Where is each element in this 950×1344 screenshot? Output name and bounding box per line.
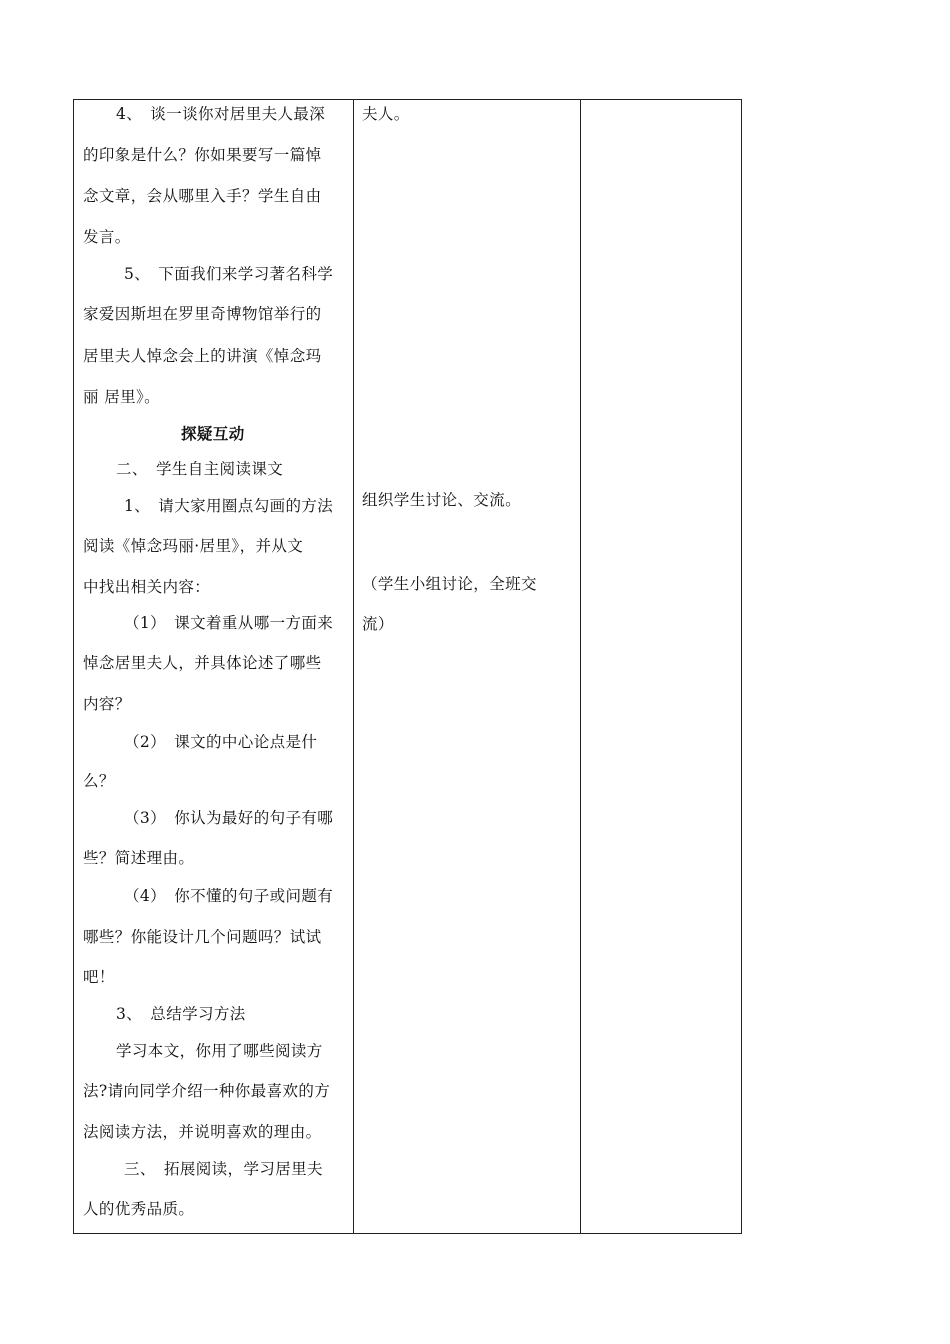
text-line: （学生小组讨论，全班交: [362, 575, 537, 593]
text-line: 学习本文，你用了哪些阅读方: [116, 1042, 323, 1060]
text-line: 夫人。: [362, 105, 410, 123]
text-line: 阅读《悼念玛丽·居里》，并从文: [83, 537, 304, 555]
text-line: 法?请向同学介绍一种你最喜欢的方: [83, 1082, 331, 1100]
text-line: 人的优秀品质。: [83, 1200, 195, 1218]
text-line: 些？简述理由。: [83, 849, 195, 867]
text-line: 的印象是什么？你如果要写一篇悼: [83, 146, 322, 164]
text-line: 家爱因斯坦在罗里奇博物馆举行的: [83, 305, 322, 323]
text-line: 发言。: [83, 228, 131, 246]
section-heading: 探疑互动: [181, 425, 245, 443]
activity-column: [354, 100, 581, 1233]
text-line: 么？: [83, 772, 115, 790]
text-line: （4） 你不懂的句子或问题有: [124, 887, 334, 905]
text-line: 中找出相关内容：: [83, 578, 211, 596]
text-line: 二、 学生自主阅读课文: [116, 460, 284, 478]
text-line: 丽 居里》。: [83, 388, 161, 406]
text-line: 5、 下面我们来学习著名科学: [124, 265, 334, 283]
text-line: 1、 请大家用圈点勾画的方法: [124, 497, 334, 515]
text-line: 哪些？你能设计几个问题吗？试试: [83, 928, 322, 946]
text-line: 内容？: [83, 695, 131, 713]
text-line: 念文章，会从哪里入手？学生自由: [83, 187, 322, 205]
text-line: 流）: [362, 615, 394, 633]
text-line: 3、 总结学习方法: [116, 1005, 246, 1023]
text-line: 居里夫人悼念会上的讲演《悼念玛: [83, 347, 322, 365]
text-line: 法阅读方法，并说明喜欢的理由。: [83, 1123, 322, 1141]
text-line: 三、 拓展阅读，学习居里夫: [124, 1160, 323, 1178]
text-line: （1） 课文着重从哪一方面来: [124, 614, 334, 632]
text-line: 组织学生讨论、交流。: [362, 491, 522, 509]
text-line: （3） 你认为最好的句子有哪: [124, 809, 334, 827]
lesson-plan-table: [73, 99, 742, 1234]
text-line: 悼念居里夫人，并具体论述了哪些: [83, 654, 322, 672]
text-line: 吧！: [83, 968, 115, 986]
content-column: [74, 100, 354, 1233]
text-line: （2） 课文的中心论点是什: [124, 733, 318, 751]
text-line: 4、 谈一谈你对居里夫人最深: [116, 105, 326, 123]
notes-column: [581, 100, 741, 1233]
